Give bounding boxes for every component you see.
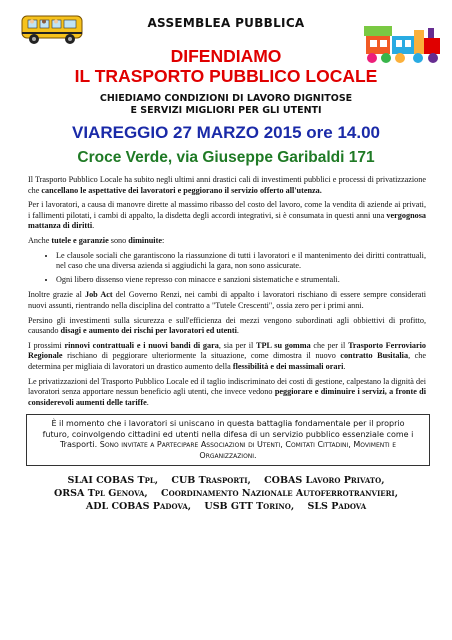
bullet-list [28,251,426,286]
paragraph-3: Anche tutele e garanzie sono diminuite: [28,235,165,245]
organizers-row-3 [10,500,442,513]
subheadline [10,93,442,117]
organizer: COBAS Lavoro Privato, [264,474,385,486]
event-location: Croce Verde, via Giuseppe Garibaldi 171 [77,149,375,166]
headline-line-2: IL TRASPORTO PUBBLICO LOCALE [74,66,378,86]
invitation-text: Sono invitate a Partecipare Associazioni di Utenti, Comitati Cittadini, Movimenti e Organizzazioni. [99,440,397,460]
organizer: SLS Padova [307,500,367,512]
paragraph-6: I prossimi rinnovi contrattuali e i nuovi bandi di gara, sia per il TPL su gomma che per il Trasporto Ferroviario Regionale rischiano di peggiorare ulteriormente la situazione, come dimostra il nuovo contratto Busitalia, che determina per migliaia di lavoratori un drastico aumento della flessibilità e dei massimali orari. [28,340,426,371]
organizer: ORSA Tpl Genova, [54,487,148,499]
toy-train-icon [362,22,444,70]
subheadline-line-2: E SERVIZI MIGLIORI PER GLI UTENTI [130,105,322,116]
subheadline-line-1: CHIEDIAMO CONDIZIONI DI LAVORO DIGNITOSE [99,93,353,104]
organizers-list [10,474,442,513]
organizer: Coordinamento Nazionale Autoferrotranvieri, [161,487,398,499]
paragraph-7: Le privatizzazioni del Trasporto Pubblico Locale ed il taglio indiscriminato dei costi di gestione, calpestano la dignità dei lavoratori senza apportare nessun beneficio agli utenti, che invece vedono peggiorare e diminuire i servizi, a fronte di considerevoli aumenti delle tariffe. [28,376,426,407]
organizer: CUB Trasporti, [171,474,251,486]
paragraph-1: Il Trasporto Pubblico Locale ha subito negli ultimi anni drastici cali di investimenti pubblici e processi di privatizzazione che cancellano le aspettative dei lavoratori e peggiorano il servizio offerto all'utenza. [28,175,426,195]
paragraph-2: Per i lavoratori, a causa di manovre dirette al massimo ribasso del costo del lavoro, come la vendita di aziende ai privati, i fallimenti pilotati, i cambi di appalto, la disdetta degli accordi integrativi, si è consumata in questi anni una vergognosa mattanza di diritti. [28,200,426,231]
list-item: • Ogni libero dissenso viene represso con minacce e sanzioni sistematiche e strumentali. [56,275,426,286]
headline-line-1: DIFENDIAMO [170,46,282,66]
event-date: VIAREGGIO 27 MARZO 2015 ore 14.00 [71,123,380,142]
organizer: ADL COBAS Padova, [85,500,192,512]
list-item: • Le clausole sociali che garantiscono la riassunzione di tutti i lavoratori e il mantenimento dei diritti contrattuali, nel caso che una diversa azienda si aggiudichi la gara, non sono assicurate. [56,251,426,272]
paragraph-5: Persino gli investimenti sulla sicurezza e sull'efficienza dei mezzi vengono subordinati agli obbiettivi di profitto, causando disagi e aumento dei rischi per lavoratori ed utenti. [28,315,426,336]
organizers-row-1 [10,474,442,487]
organizer: USB GTT Torino, [204,500,295,512]
school-bus-icon [18,10,88,46]
call-to-action-text: È il momento che i lavoratori si uniscano in questa battaglia fondamentale per il proprio futuro, coinvolgendo cittadini ed utenti nella difesa di un servizio pubblico essenziale come i Trasporti. [42,419,414,450]
body-text [10,175,442,408]
organizer: SLAI COBAS Tpl, [67,474,159,486]
paragraph-4: Inoltre grazie al Job Act del Governo Renzi, nei cambi di appalto i lavoratori rischiano di essere sempre considerati nuovi assunti, rientrando nella disciplina del contratto a "Tutele Crescenti", ossia zero per i primi anni. [28,290,426,310]
call-to-action-box [26,414,430,466]
organizers-row-2 [10,487,442,500]
event-type-title: ASSEMBLEA PUBBLICA [147,16,305,30]
